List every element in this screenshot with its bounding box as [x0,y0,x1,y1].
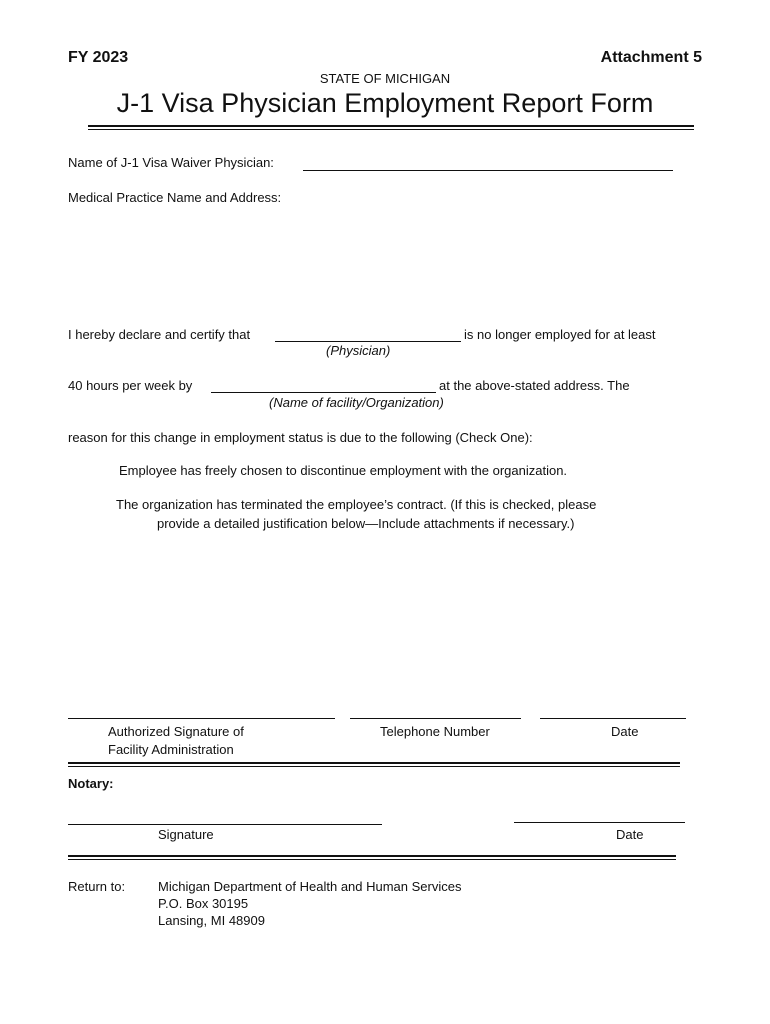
notary-signature-field[interactable] [68,824,382,825]
title-divider [88,125,694,130]
telephone-label: Telephone Number [380,724,490,739]
state-name: STATE OF MICHIGAN [319,71,451,86]
declaration-line1-suffix: is no longer employed for at least [464,327,656,342]
signature-divider [68,762,680,767]
attachment-label: Attachment 5 [600,49,702,66]
facility-field[interactable] [211,392,436,393]
notary-label: Notary: [68,776,114,791]
notary-divider [68,855,676,860]
authorized-signature-field[interactable] [68,718,335,719]
return-address-line1: Michigan Department of Health and Human Services [158,879,462,894]
justification-field[interactable] [68,545,698,705]
declaration-line3: reason for this change in employment status is due to the following (Check One): [68,430,533,445]
physician-name-field[interactable] [303,170,673,171]
practice-address-field[interactable] [68,212,698,312]
return-address-line2: P.O. Box 30195 [158,896,249,911]
authorized-signature-label-2: Facility Administration [108,742,234,757]
practice-label: Medical Practice Name and Address: [68,190,282,205]
facility-caption: (Name of facility/Organization) [269,395,444,410]
page-title: J-1 Visa Physician Employment Report Form [116,88,654,118]
declaration-line2-suffix: at the above-stated address. The [439,378,630,393]
physician-field[interactable] [275,341,461,342]
notary-date-field[interactable] [514,822,685,823]
option-terminated[interactable]: The organization has terminated the employee’s contract. (If this is checked, please [116,497,597,512]
declaration-line2-prefix: 40 hours per week by [68,378,193,393]
return-to-label: Return to: [68,879,126,894]
return-address-line3: Lansing, MI 48909 [158,913,265,928]
fiscal-year: FY 2023 [68,49,129,66]
option-terminated-continued: provide a detailed justification below—Include attachments if necessary.) [157,516,575,531]
physician-caption: (Physician) [326,343,391,358]
declaration-line1-prefix: I hereby declare and certify that [68,327,251,342]
physician-name-label: Name of J-1 Visa Waiver Physician: [68,155,274,170]
notary-date-label: Date [616,827,644,842]
date-label: Date [611,724,639,739]
telephone-field[interactable] [350,718,521,719]
authorized-signature-label-1: Authorized Signature of [108,724,244,739]
notary-signature-label: Signature [158,827,214,842]
date-field[interactable] [540,718,686,719]
option-voluntary[interactable]: Employee has freely chosen to discontinue employment with the organization. [119,463,568,478]
